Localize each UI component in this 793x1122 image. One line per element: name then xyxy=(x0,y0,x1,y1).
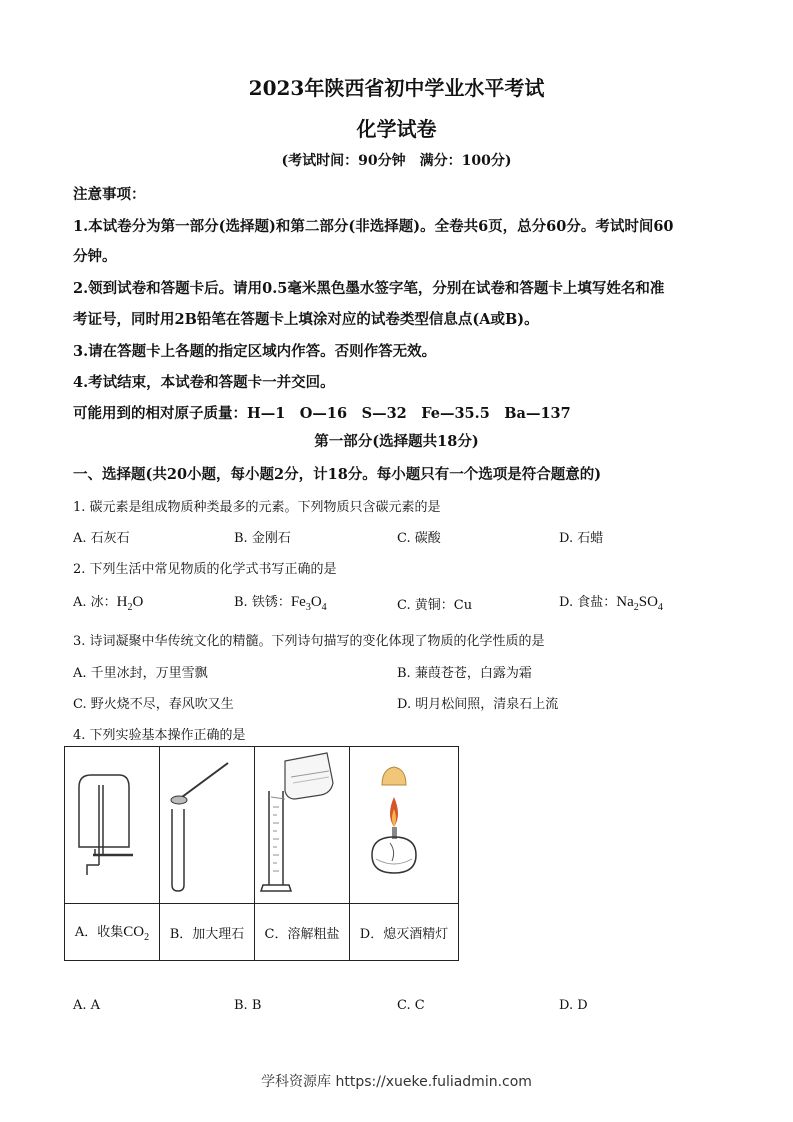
q4-option-c: C. C xyxy=(397,998,425,1013)
part1-heading: 第一部分(选择题共18分) xyxy=(314,433,479,450)
q2-option-d: D. 食盐：$Na_2SO_4$ xyxy=(559,594,663,613)
note-2b: 考证号，同时用2B铅笔在答题卡上填涂对应的试卷类型信息点(A或B)。 xyxy=(73,311,539,328)
section-heading: 一、选择题(共20小题，每小题2分，计18分。每小题只有一个选项是符合题意的) xyxy=(73,466,602,483)
q1-stem: 1. 碳元素是组成物质种类最多的元素。下列物质只含碳元素的是 xyxy=(73,500,441,515)
q1-option-d: D. 石蜡 xyxy=(559,531,604,546)
q4-option-b: B. B xyxy=(234,998,262,1013)
figure-cell-b xyxy=(160,747,255,904)
q2-option-b: B. 铁锈：$Fe_3O_4$ xyxy=(234,594,327,613)
q4-option-a: A. A xyxy=(73,998,101,1013)
test-tube-spoon-icon xyxy=(160,747,254,899)
notes-heading: 注意事项： xyxy=(73,186,146,203)
q1-option-a: A. 石灰石 xyxy=(73,531,130,546)
q2-option-a: A. 冰：$H_2O$ xyxy=(73,594,144,613)
graduated-cylinder-icon xyxy=(255,747,349,899)
q4-stem: 4. 下列实验基本操作正确的是 xyxy=(73,728,246,743)
footer-watermark: 学科资源库 https://xueke.fuliadmin.com xyxy=(261,1074,532,1090)
subject-title: 化学试卷 xyxy=(356,117,437,141)
figure-cell-c xyxy=(255,747,350,904)
q3-option-c: C. 野火烧不尽，春风吹又生 xyxy=(73,697,234,712)
exam-title: 2023年陕西省初中学业水平考试 xyxy=(248,76,545,100)
alcohol-lamp-icon xyxy=(350,747,458,899)
caption-a: A．收集$CO_2$ xyxy=(65,904,160,961)
q1-option-b: B. 金刚石 xyxy=(234,531,291,546)
q2-stem: 2. 下列生活中常见物质的化学式书写正确的是 xyxy=(73,562,337,577)
experiment-table xyxy=(64,746,459,961)
note-2a: 2.领到试卷和答题卡后。请用0.5毫米黑色墨水签字笔，分别在试卷和答题卡上填写姓名和准 xyxy=(73,280,665,297)
q3-option-d: D. 明月松间照，清泉石上流 xyxy=(397,697,559,712)
caption-c: C．溶解粗盐 xyxy=(255,904,350,961)
exam-info: (考试时间：90分钟 满分：100分) xyxy=(281,153,512,169)
caption-d: D．熄灭酒精灯 xyxy=(350,904,459,961)
q1-option-c: C. 碳酸 xyxy=(397,531,441,546)
atomic-masses: 可能用到的相对原子质量：H—1 O—16 S—32 Fe—35.5 Ba—137 xyxy=(73,405,571,422)
q3-stem: 3. 诗词凝聚中华传统文化的精髓。下列诗句描写的变化体现了物质的化学性质的是 xyxy=(73,634,545,649)
q3-option-a: A. 千里冰封，万里雪飘 xyxy=(73,666,208,681)
figure-cell-d xyxy=(350,747,459,904)
q4-option-d: D. D xyxy=(559,998,588,1013)
gas-collection-icon xyxy=(65,747,159,899)
q2-option-c: C. 黄铜：Cu xyxy=(397,598,473,613)
note-1a: 1.本试卷分为第一部分(选择题)和第二部分(非选择题)。全卷共6页，总分60分。考试时间60 xyxy=(73,218,674,235)
note-4: 4.考试结束，本试卷和答题卡一并交回。 xyxy=(73,374,335,391)
caption-b: B．加大理石 xyxy=(160,904,255,961)
note-3: 3.请在答题卡上各题的指定区域内作答。否则作答无效。 xyxy=(73,343,437,360)
note-1b: 分钟。 xyxy=(73,248,117,265)
q3-option-b: B. 蒹葭苍苍，白露为霜 xyxy=(397,666,532,681)
figure-cell-a xyxy=(65,747,160,904)
